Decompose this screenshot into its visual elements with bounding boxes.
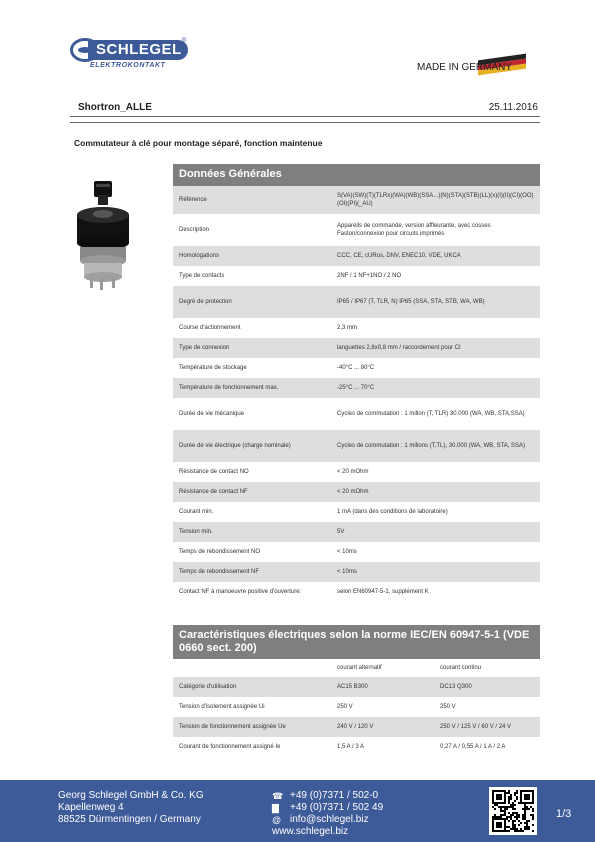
- row-value: Cycles de commutation : 1 millon (T, TLR) 30.000 (WA, WB, STA,SSA): [337, 411, 525, 417]
- row-label: Durée de vie mécanique: [179, 411, 245, 417]
- row-value: < 10ms: [337, 549, 357, 555]
- row-value-dc: 250 V / 125 V / 60 V / 24 V: [440, 724, 512, 730]
- row-value: 2,3 mm: [337, 325, 358, 331]
- product-image: [60, 175, 145, 315]
- page-number: 1/3: [556, 808, 572, 820]
- logo-text: SCHLEGEL: [88, 40, 188, 60]
- table-row: [173, 378, 540, 398]
- row-value: S(VA)(SW)(T)(TLRx)(WA)(WB)(SSA...)(N)(STA)(STB)(LL)(x)(I)(II)(CI)(OO)(OI)(PI)(_AU): [337, 193, 534, 207]
- row-value: Cycles de commutation : 1 millons (T,TL), 30.000 (WA, WB, STA, SSA): [337, 443, 526, 449]
- electrical-heading: Caractéristiques électriques selon la norme IEC/EN 60947-5-1 (VDE 0660 sect. 200): [173, 625, 540, 659]
- row-value: CCC, CE, cURus, DNV, ENEC10, VDE, UKCA: [337, 253, 461, 259]
- row-value: 5V: [337, 529, 345, 535]
- row-value: IP65 / IP67 (T, TLR, N) IP65 (SSA, STA, STB, WA, WB): [337, 299, 485, 305]
- row-label: Course d'actionnement: [179, 325, 241, 331]
- contact-info: [272, 790, 383, 838]
- row-value-dc: 0,27 A / 0,55 A / 1 A / 2 A: [440, 744, 506, 750]
- email-link[interactable]: info@schlegel.biz: [290, 814, 369, 825]
- company-address: [58, 790, 204, 826]
- city: 88525 Dürmentingen / Germany: [58, 814, 201, 825]
- row-value: 2NF / 1 NF+1NO / 2 NO: [337, 273, 402, 279]
- table-row: [173, 717, 540, 737]
- table-row: [173, 318, 540, 338]
- email-icon: @: [272, 815, 282, 825]
- table-row: [173, 582, 540, 602]
- row-value-ac: 250 V: [337, 704, 353, 710]
- row-label: Courant min.: [179, 509, 214, 515]
- table-row: [173, 430, 540, 462]
- document-date: 25.11.2016: [488, 102, 538, 113]
- company-name: Georg Schlegel GmbH & Co. KG: [58, 790, 204, 801]
- general-data-table: [173, 186, 540, 602]
- row-label: Contact NF à manoeuvre positive d'ouverture:: [179, 589, 302, 595]
- row-value-ac: 240 V / 120 V: [337, 724, 374, 730]
- row-label: Résistance de contact NF: [179, 489, 248, 495]
- table-row: [173, 462, 540, 482]
- row-label: Résistance de contact NO: [179, 469, 249, 475]
- table-row: [173, 737, 540, 757]
- row-label: Tension de fonctionnement assignée Ue: [179, 724, 286, 730]
- fax-number: +49 (0)7371 / 502 49: [290, 802, 384, 813]
- row-label: Temps de rebondissement NF: [179, 569, 260, 575]
- row-label: Degré de protection: [179, 299, 232, 305]
- row-label: Type de connexion: [179, 345, 230, 351]
- phone-number[interactable]: +49 (0)7371 / 502-0: [290, 790, 379, 801]
- logo-subtitle: ELEKTROKONTAKT: [90, 62, 166, 69]
- table-row: [173, 338, 540, 358]
- column-header-ac: courant alternatif: [337, 665, 382, 671]
- footer: [0, 780, 595, 842]
- row-label: Courant de fonctionnement assigné Ie: [179, 744, 281, 750]
- table-row: [173, 522, 540, 542]
- table-row: [173, 502, 540, 522]
- table-row: [173, 286, 540, 318]
- row-value-dc: DC13 Q300: [440, 684, 472, 690]
- row-value-ac: AC15 B300: [337, 684, 368, 690]
- row-label: Catégorie d'utilisation: [179, 684, 237, 690]
- row-label: Description: [179, 227, 210, 233]
- table-row: [173, 358, 540, 378]
- row-label: Durée de vie électrique (charge nominale): [179, 443, 291, 449]
- row-label: Type de contacts: [179, 273, 225, 279]
- table-row: [173, 398, 540, 430]
- row-value-dc: 250 V: [440, 704, 456, 710]
- table-row: [173, 266, 540, 286]
- electrical-column-headers: [173, 659, 540, 677]
- table-row: [173, 562, 540, 582]
- row-value: < 20 mOhm: [337, 469, 369, 475]
- table-row: [173, 482, 540, 502]
- divider: [70, 116, 540, 117]
- divider: [70, 122, 540, 123]
- electrical-table: [173, 659, 540, 757]
- row-label: Tension min.: [179, 529, 213, 535]
- row-value: -25°C ... 70°C: [337, 385, 375, 391]
- table-row: [173, 214, 540, 246]
- row-label: Tension d'isolement assignée Ui: [179, 704, 265, 710]
- row-label: Temps de rebondissement NO: [179, 549, 261, 555]
- row-value: languettes 2,8x0,8 mm / raccordement pour CI: [337, 345, 461, 351]
- row-label: Référence: [179, 197, 207, 203]
- fax-icon: ▇: [272, 803, 279, 813]
- logo-registered-mark: ®: [182, 38, 187, 44]
- table-row: [173, 246, 540, 266]
- row-value: < 10ms: [337, 569, 357, 575]
- general-data-heading: Données Générales: [173, 164, 540, 186]
- qr-code: [489, 787, 537, 835]
- table-row: [173, 697, 540, 717]
- column-header-dc: courant continu: [440, 665, 482, 671]
- website-link[interactable]: www.schlegel.biz: [272, 826, 349, 837]
- document-title: Shortron_ALLE: [78, 102, 152, 113]
- company-logo: [70, 38, 187, 72]
- row-value: 1 mA (dans des conditions de laboratoire): [337, 509, 448, 515]
- phone-icon: ☎: [272, 791, 284, 801]
- row-value: Appareils de commande, version affleurante, avec cosses Faston/connexion pour circuits imprimés: [337, 223, 491, 237]
- product-subtitle: Commutateur à clé pour montage séparé, fonction maintenue: [74, 138, 323, 148]
- row-value: < 20 mOhm: [337, 489, 369, 495]
- table-row: [173, 677, 540, 697]
- table-row: [173, 186, 540, 214]
- made-in-label: MADE IN GERMANY: [417, 62, 513, 73]
- row-label: Température de fonctionnement max.: [179, 385, 279, 391]
- row-value-ac: 1,5 A / 3 A: [337, 744, 365, 750]
- row-value: -40°C ... 80°C: [337, 365, 375, 371]
- row-value: selon EN60947-5-1, supplément K: [337, 589, 429, 595]
- row-label: Homologations: [179, 253, 220, 259]
- street: Kapellenweg 4: [58, 802, 124, 813]
- row-label: Température de stockage: [179, 365, 247, 371]
- table-row: [173, 542, 540, 562]
